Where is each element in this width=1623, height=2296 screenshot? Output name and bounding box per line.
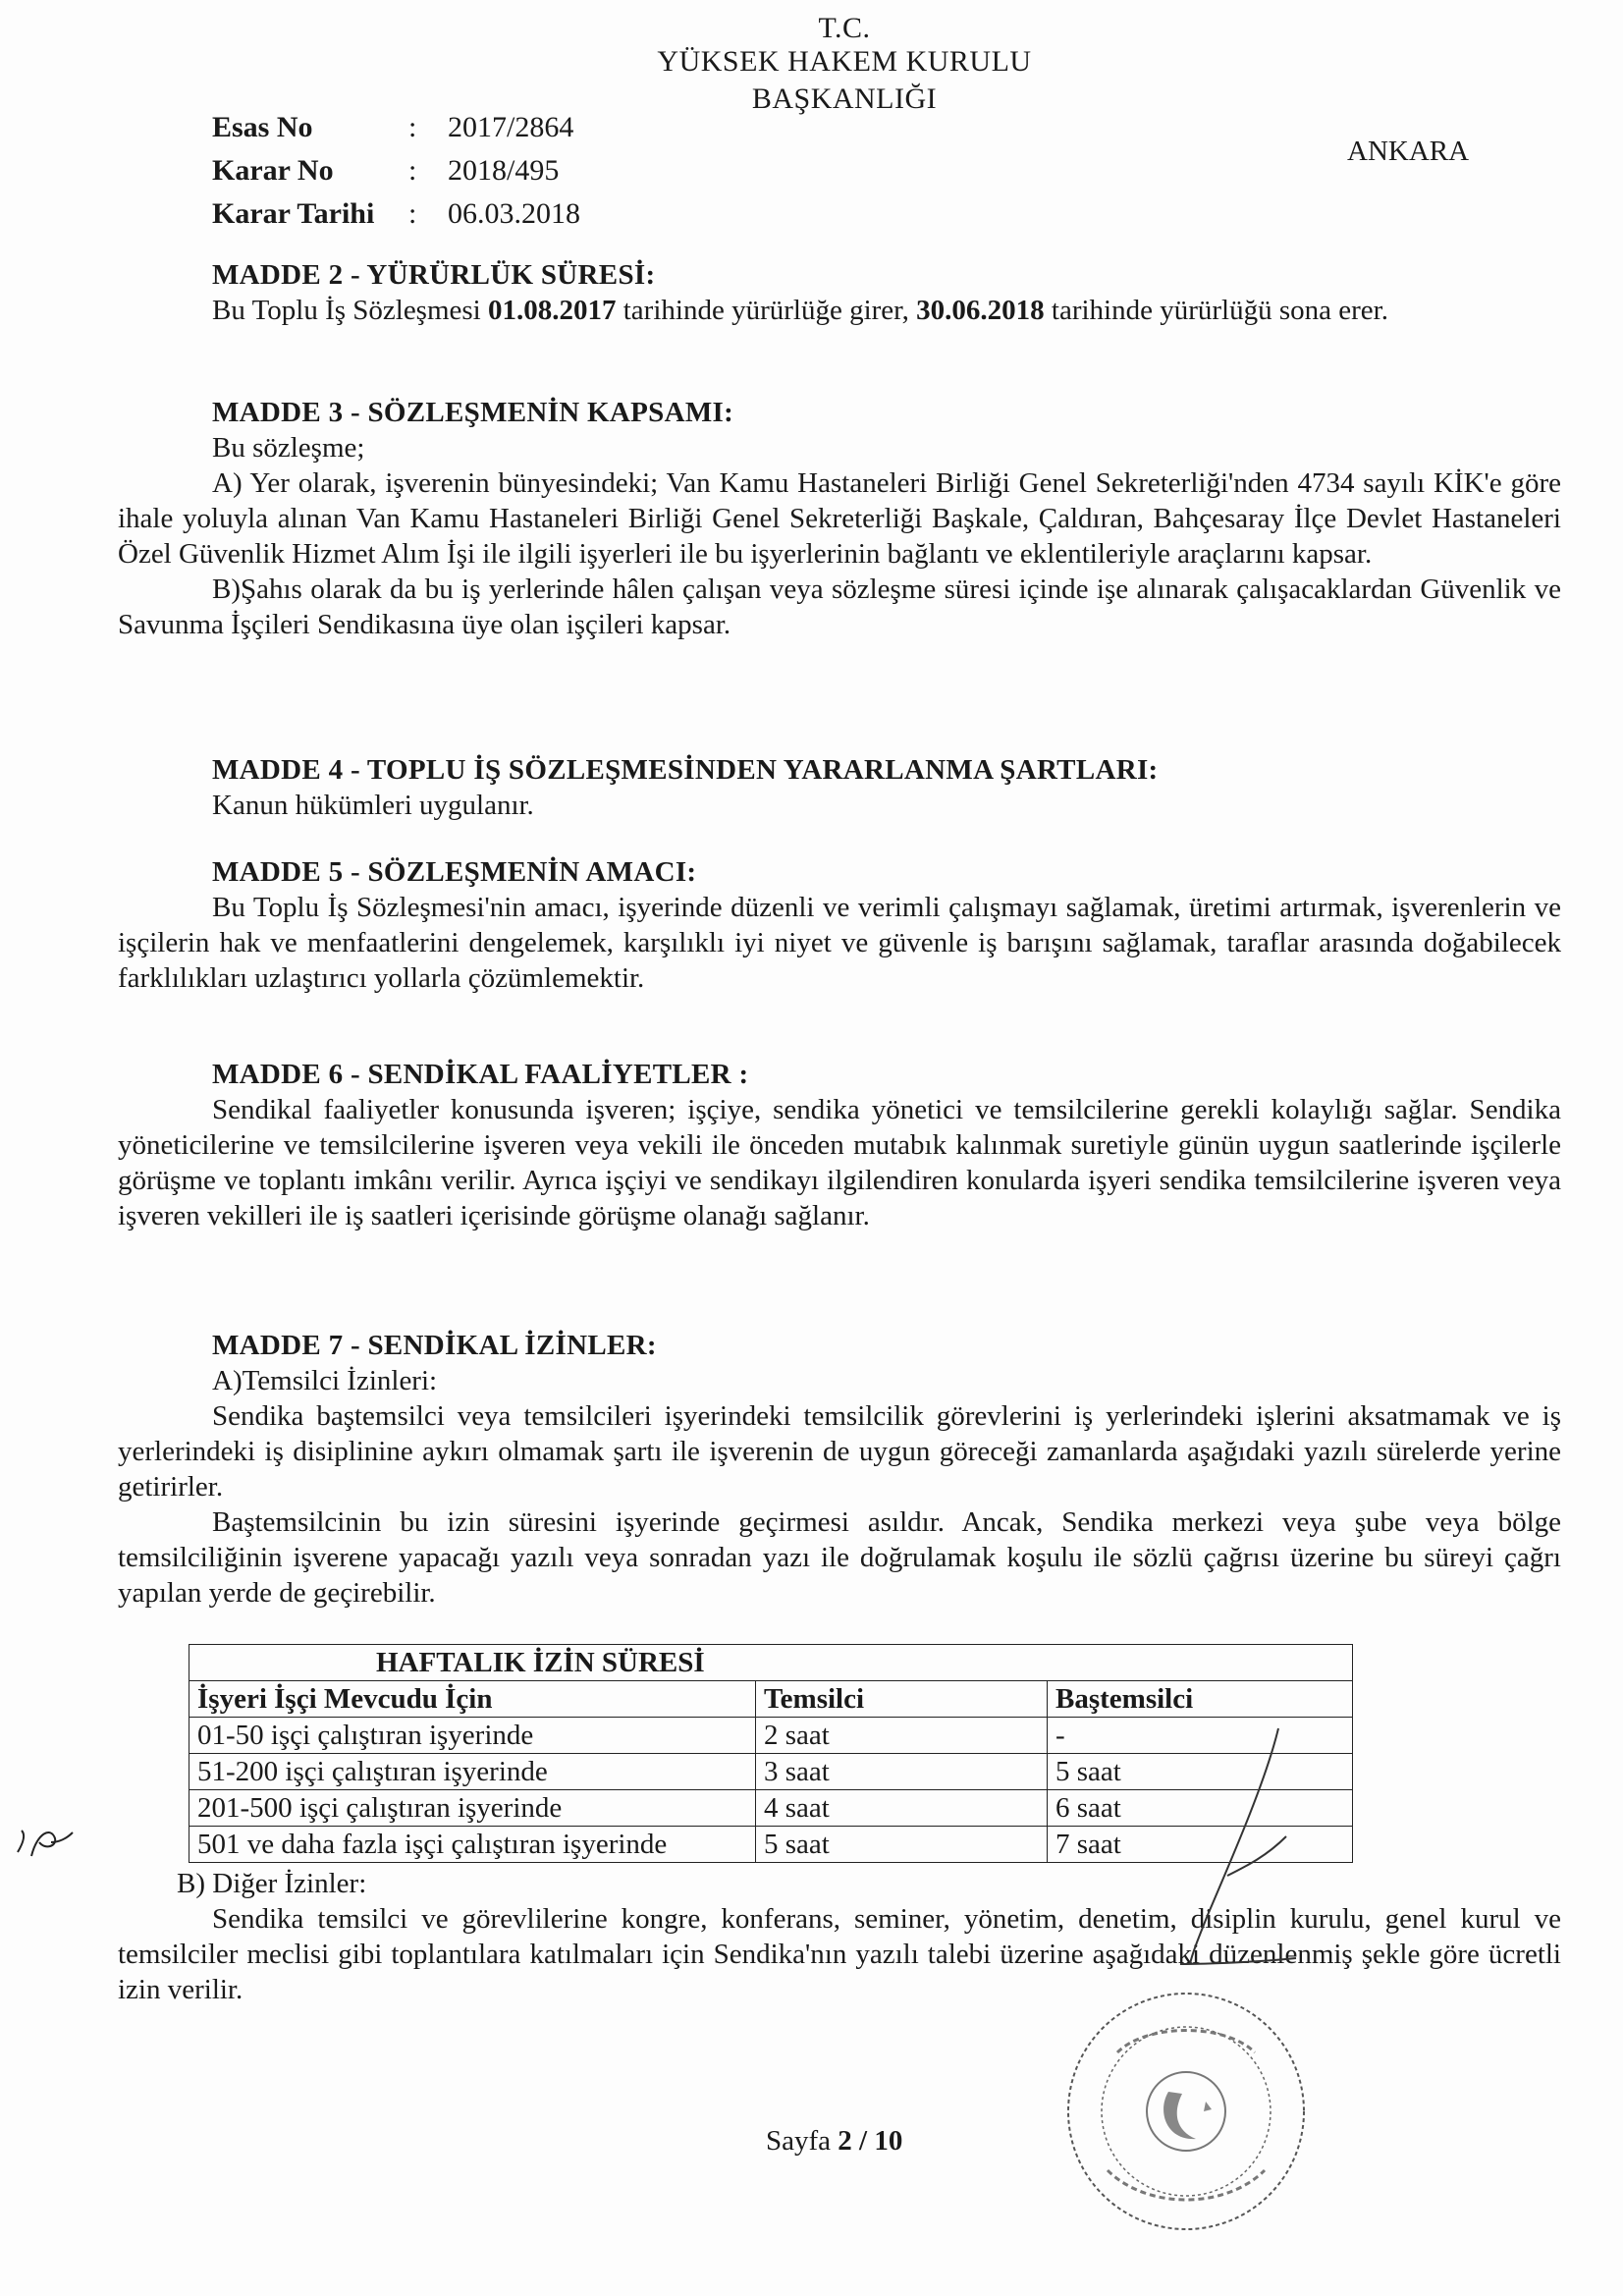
- article-2-text-b: tarihinde yürürlüğe girer,: [616, 295, 917, 326]
- table-cell: 51-200 işçi çalıştıran işyerinde: [189, 1754, 756, 1790]
- article-4-text: Kanun hükümleri uygulanır.: [212, 790, 534, 821]
- margin-signature-mark: [12, 1813, 81, 1872]
- article-3: [118, 395, 1561, 642]
- meta-sep: :: [408, 154, 417, 187]
- meta-value: 2017/2864: [448, 111, 574, 143]
- table-cell: 501 ve daha fazla işçi çalıştıran işyerinde: [189, 1827, 756, 1863]
- article-3-a: A) Yer olarak, işverenin bünyesindeki; Van Kamu Hastaneleri Birliği Genel Sekreterliği'nden 4734 sayılı KİK'e göre ihale yoluyla alınan Van Kamu Hastaneleri Birliği Genel Sekreterliği Başkale, Çaldıran, Bahçesaray İlçe Devlet Hastaneleri Özel Güvenlik Hizmet Alım İşi ile ilgili işyerleri ile bu işyerlerinin bağlantı ve eklentileriyle araçlarını kapsar.: [118, 467, 1561, 570]
- meta-label: Karar Tarihi: [212, 197, 375, 230]
- table-header: Baştemsilci: [1048, 1681, 1353, 1718]
- article-3-b: B)Şahıs olarak da bu iş yerlerinde hâlen çalışan veya sözleşme süresi içinde işe alınarak çalışacaklardan Güvenlik ve Savunma İşçileri Sendikasına üye olan işçileri kapsar.: [118, 574, 1561, 640]
- meta-label: Esas No: [212, 111, 313, 143]
- table-header-row: [189, 1681, 1353, 1718]
- end-date: 30.06.2018: [916, 295, 1045, 326]
- article-7-p2: Baştemsilcinin bu izin süresini işyerinde geçirmesi asıldır. Ancak, Sendika merkezi veya şube veya bölge temsilciliğinin işverene yapacağı yazılı veya sonradan yazı ile doğrulamak koşulu ile sözlü çağrısı üzerine bu süreyi çağrı yapılan yerde de geçirebilir.: [118, 1506, 1561, 1609]
- article-2-text: [118, 293, 1561, 328]
- header-org-line1: YÜKSEK HAKEM KURULU: [657, 45, 1032, 78]
- page-number: 2 / 10: [838, 2125, 903, 2157]
- article-7-p1: Sendika baştemsilci veya temsilcileri işyerindeki temsilcilik görevlerini iş yerlerindeki işlerini aksatmamak ve iş yerlerindeki iş disiplinine aykırı olmamak şartı ile işverenin de uygun göreceği zamanlarda aşağıdaki yazılı sürelerde yerine getirirler.: [118, 1400, 1561, 1503]
- table-cell: 201-500 işçi çalıştıran işyerinde: [189, 1790, 756, 1827]
- table-title: HAFTALIK İZİN SÜRESİ: [189, 1645, 1353, 1681]
- table-cell: 5 saat: [1048, 1754, 1353, 1790]
- table-title-row: [189, 1645, 1353, 1681]
- case-meta: [212, 106, 644, 236]
- page-footer: [766, 2125, 902, 2158]
- article-2-text-a: Bu Toplu İş Sözleşmesi: [212, 295, 488, 326]
- city-label: ANKARA: [1347, 136, 1470, 167]
- article-2-text-c: tarihinde yürürlüğü sona erer.: [1044, 295, 1388, 326]
- article-7: [118, 1328, 1561, 1611]
- meta-row-karar: [212, 149, 644, 192]
- table-cell: 7 saat: [1048, 1827, 1353, 1863]
- article-7-sub-b: B) Diğer İzinler:: [177, 1868, 367, 1899]
- article-7-heading: MADDE 7 - SENDİKAL İZİNLER:: [212, 1330, 657, 1361]
- article-7-sub-a: A)Temsilci İzinleri:: [212, 1365, 438, 1396]
- table-header: Temsilci: [756, 1681, 1048, 1718]
- handwritten-signature: [1168, 1719, 1306, 1974]
- meta-label: Karar No: [212, 154, 334, 187]
- table-cell: 6 saat: [1048, 1790, 1353, 1827]
- article-4: [118, 752, 1561, 823]
- meta-row-esas: [212, 106, 644, 149]
- article-7-p3: Sendika temsilci ve görevlilerine kongre, konferans, seminer, yönetim, denetim, disiplin kurulu, genel kurul ve temsilciler meclisi gibi toplantılara katılmaları için Sendika'nın yazılı talebi üzerine aşağıdaki düzenlenmiş şekle göre ücretli izin verilir.: [118, 1903, 1561, 2005]
- table-cell: 5 saat: [756, 1827, 1048, 1863]
- article-4-heading: MADDE 4 - TOPLU İŞ SÖZLEŞMESİNDEN YARARLANMA ŞARTLARI:: [212, 754, 1159, 786]
- meta-value: 06.03.2018: [448, 197, 580, 230]
- meta-sep: :: [408, 111, 417, 143]
- table-header: İşyeri İşçi Mevcudu İçin: [189, 1681, 756, 1718]
- article-3-intro: Bu sözleşme;: [212, 432, 365, 464]
- meta-sep: :: [408, 197, 417, 230]
- meta-value: 2018/495: [448, 154, 560, 187]
- article-2: [118, 257, 1561, 328]
- article-5: [118, 854, 1561, 996]
- article-5-text: Bu Toplu İş Sözleşmesi'nin amacı, işyerinde düzenli ve verimli çalışmayı sağlamak, üretimi artırmak, işverenlerin ve işçilerin hak ve menfaatlerini dengelemek, karşılıklı iyi niyet ve güvenle iş barışını sağlamak, taraflar arasında doğabilecek farklılıkları uzlaştırıcı yollarla çözümlemektir.: [118, 892, 1561, 994]
- official-seal-stamp: [1058, 1984, 1314, 2239]
- page-label: Sayfa: [766, 2125, 839, 2157]
- meta-row-tarih: [212, 192, 644, 236]
- article-6-text: Sendikal faaliyetler konusunda işveren; işçiye, sendika yönetici ve temsilcilerine gerekli kolaylığı sağlar. Sendika yöneticilerine ve temsilcilerine işveren veya vekili ile önceden mutabık kalınmak suretiyle günün uygun saatlerinde işçilerle görüşme ve toplantı imkânı verilir. Ayrıca işçiyi ve sendikayı ilgilendiren konularda işyeri sendika temsilcilerine işveren veya işveren vekilleri ile iş saatleri içerisinde görüşme olanağı sağlanır.: [118, 1094, 1561, 1231]
- header-tc: T.C.: [818, 12, 871, 44]
- article-3-heading: MADDE 3 - SÖZLEŞMENİN KAPSAMI:: [212, 397, 734, 428]
- article-6-heading: MADDE 6 - SENDİKAL FAALİYETLER :: [212, 1059, 749, 1090]
- table-cell: 2 saat: [756, 1718, 1048, 1754]
- article-7-part-b: [118, 1866, 1561, 2007]
- article-2-heading: MADDE 2 - YÜRÜRLÜK SÜRESİ:: [212, 259, 656, 291]
- table-cell: -: [1048, 1718, 1353, 1754]
- table-cell: 4 saat: [756, 1790, 1048, 1827]
- header-org-line2: BAŞKANLIĞI: [751, 82, 938, 115]
- table-cell: 3 saat: [756, 1754, 1048, 1790]
- article-6: [118, 1057, 1561, 1233]
- start-date: 01.08.2017: [488, 295, 617, 326]
- article-5-heading: MADDE 5 - SÖZLEŞMENİN AMACI:: [212, 856, 697, 888]
- table-cell: 01-50 işçi çalıştıran işyerinde: [189, 1718, 756, 1754]
